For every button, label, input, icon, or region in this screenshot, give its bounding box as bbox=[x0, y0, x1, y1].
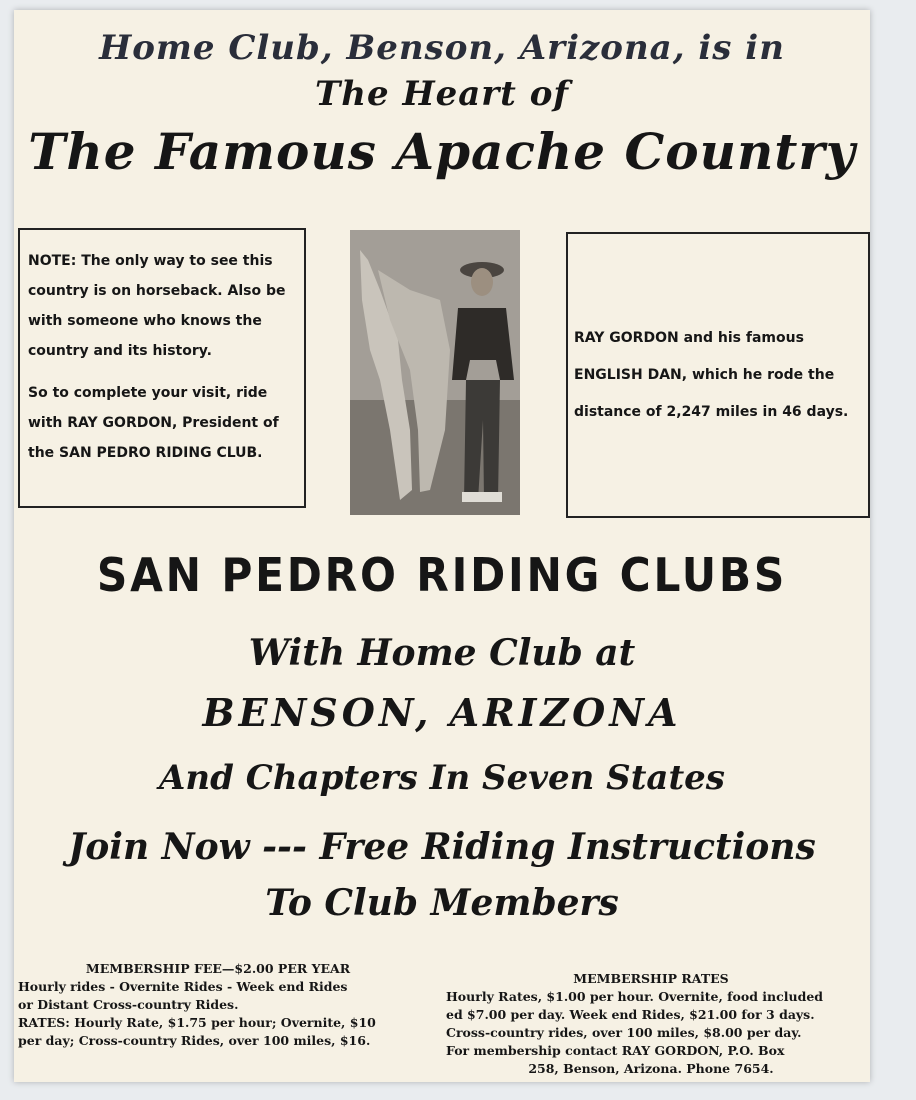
chapters-line: And Chapters In Seven States bbox=[159, 758, 725, 798]
membership-rates-block bbox=[446, 970, 856, 1078]
rates-line: Hourly Rates, $1.00 per hour. Overnite, food included bbox=[446, 989, 824, 1004]
fee-line: per day; Cross-country Rides, over 100 miles, $16. bbox=[18, 1033, 371, 1048]
rider-with-horse-photo bbox=[350, 230, 520, 515]
fee-line: Hourly rides - Overnite Rides - Week end Rides bbox=[18, 979, 348, 994]
poster bbox=[14, 10, 870, 1082]
rates-line: Cross-country rides, over 100 miles, $8.00 per day. bbox=[446, 1025, 802, 1040]
rates-line: For membership contact RAY GORDON, P.O. Box bbox=[446, 1043, 785, 1058]
note-box bbox=[18, 228, 306, 508]
note-paragraph-2: So to complete your visit, ride with RAY GORDON, President of the SAN PEDRO RIDING CLUB. bbox=[28, 385, 279, 461]
home-club-line: With Home Club at bbox=[248, 632, 636, 674]
club-title: SAN PEDRO RIDING CLUBS bbox=[96, 548, 788, 602]
location-line: BENSON, ARIZONA bbox=[202, 690, 682, 735]
membership-fee-block bbox=[18, 960, 418, 1050]
header-title: The Famous Apache Country bbox=[28, 122, 856, 181]
membership-rates-heading: MEMBERSHIP RATES bbox=[573, 971, 729, 986]
header-line-2: The Heart of bbox=[314, 74, 570, 114]
caption-box bbox=[566, 232, 870, 518]
fee-line: RATES: Hourly Rate, $1.75 per hour; Overnite, $10 bbox=[18, 1015, 376, 1030]
rates-line: ed $7.00 per day. Week end Rides, $21.00 for 3 days. bbox=[446, 1007, 815, 1022]
header-line-1: Home Club, Benson, Arizona, is in bbox=[99, 28, 785, 68]
membership-fee-heading: MEMBERSHIP FEE—$2.00 PER YEAR bbox=[85, 961, 351, 976]
members-line: To Club Members bbox=[265, 882, 619, 924]
photo-caption: RAY GORDON and his famous ENGLISH DAN, which he rode the distance of 2,247 miles in 46 days. bbox=[574, 329, 849, 420]
join-now-line: Join Now --- Free Riding Instructions bbox=[68, 826, 816, 868]
fee-line: or Distant Cross-country Rides. bbox=[18, 997, 239, 1012]
rates-line: 258, Benson, Arizona. Phone 7654. bbox=[528, 1061, 774, 1076]
note-paragraph-1: NOTE: The only way to see this country is on horseback. Also be with someone who knows the country and its history. bbox=[28, 253, 286, 359]
